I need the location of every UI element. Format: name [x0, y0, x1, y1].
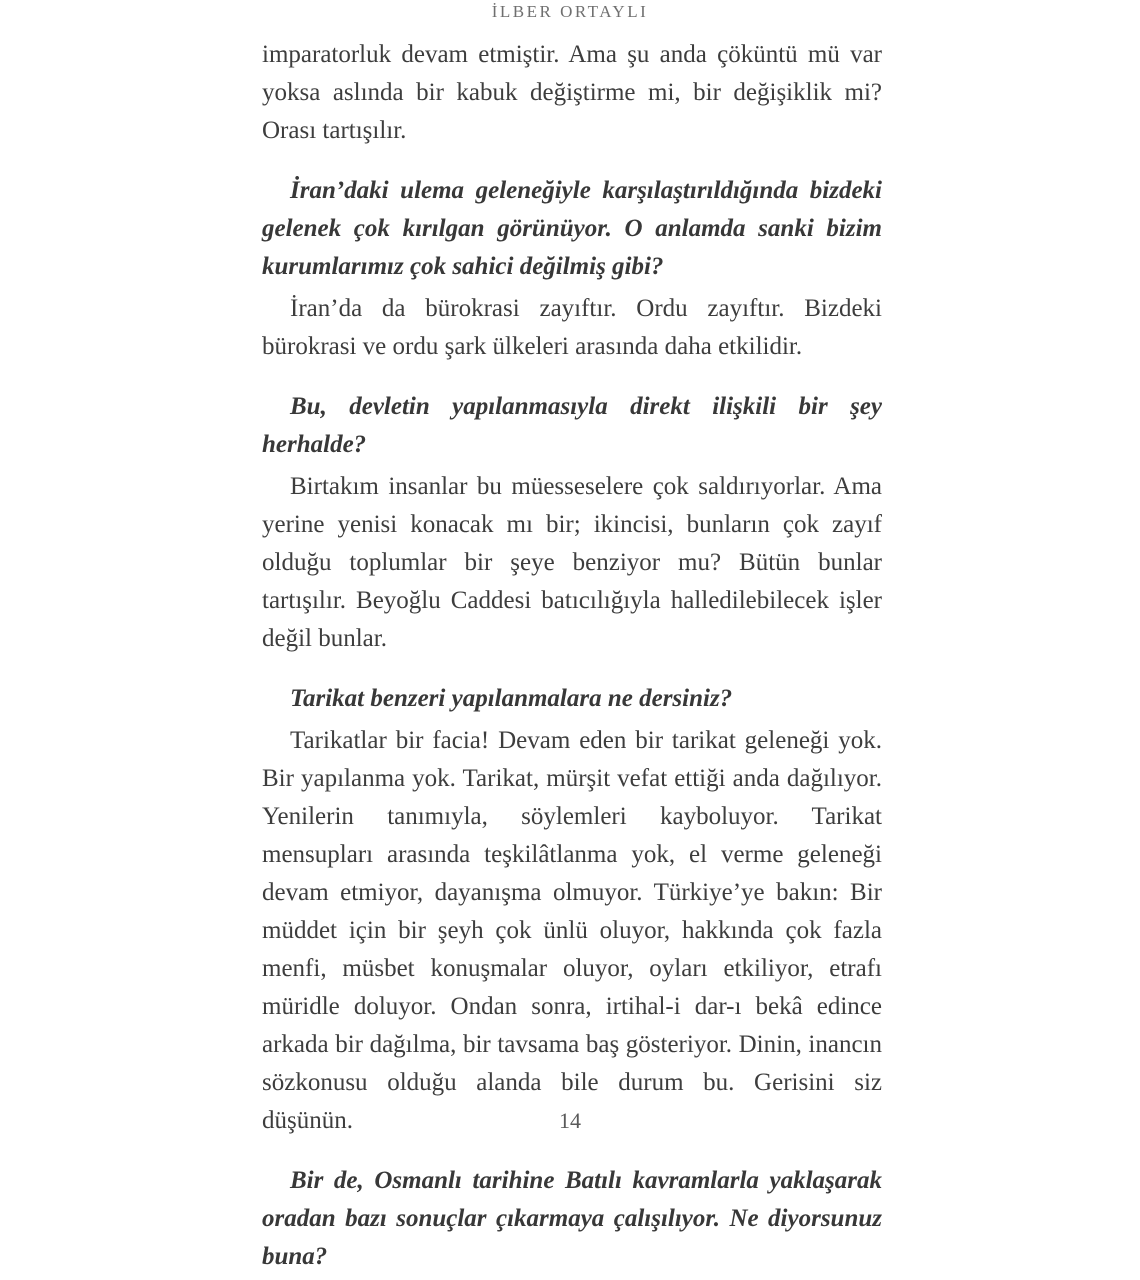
page-text	[262, 36, 882, 1280]
body-paragraph: imparatorluk devam etmiştir. Ama şu anda çöküntü mü var yoksa aslında bir kabuk değiştirme mi, bir değişiklik mi? Orası tartışılır.	[262, 41, 882, 144]
question-paragraph: Bir de, Osmanlı tarihine Batılı kavramlarla yaklaşarak oradan bazı sonuçlar çıkarmaya çalışılıyor. Ne diyorsunuz buna?	[262, 1167, 882, 1270]
body-paragraph: Tarikatlar bir facia! Devam eden bir tarikat geleneği yok. Bir yapılanma yok. Tarikat, mürşit vefat ettiği anda dağılıyor. Yenilerin tanımıyla, söylemleri kayboluyor. Tarikat mensupları arasında teşkilâtlanma yok, el verme geleneği devam etmiyor, dayanışma olmuyor. Türkiye’ye bakın: Bir müddet için bir şeyh çok ünlü oluyor, hakkında çok fazla menfi, müsbet konuşmalar oluyor, oyları etkiliyor, etrafı müridle doluyor. Ondan sonra, irtihal-i dar-ı bekâ edince arkada bir dağılma, bir tavsama baş gösteriyor. Dinin, inancın sözkonusu olduğu alanda bile durum bu. Gerisini siz düşünün.	[262, 727, 882, 1134]
body-paragraph: İran’da da bürokrasi zayıftır. Ordu zayıftır. Bizdeki bürokrasi ve ordu şark ülkeleri arasında daha etkilidir.	[262, 295, 882, 360]
question-paragraph: Bu, devletin yapılanmasıyla direkt ilişkili bir şey herhalde?	[262, 393, 882, 458]
question-paragraph: İran’daki ulema geleneğiyle karşılaştırıldığında bizdeki gelenek çok kırılgan görünüyor. O anlamda sanki bizim kurumlarımız çok sahici değilmiş gibi?	[262, 177, 882, 280]
body-paragraph: Birtakım insanlar bu müesseselere çok saldırıyorlar. Ama yerine yenisi konacak mı bir; ikincisi, bunların çok zayıf olduğu toplumlar bir şeye benziyor mu? Bütün bunlar tartışılır. Beyoğlu Caddesi batıcılığıyla halledilebilecek işler değil bunlar.	[262, 473, 882, 652]
page-number: 14	[559, 1108, 581, 1133]
running-header: İLBER ORTAYLI	[491, 2, 649, 21]
question-paragraph: Tarikat benzeri yapılanmalara ne dersiniz?	[290, 685, 733, 712]
